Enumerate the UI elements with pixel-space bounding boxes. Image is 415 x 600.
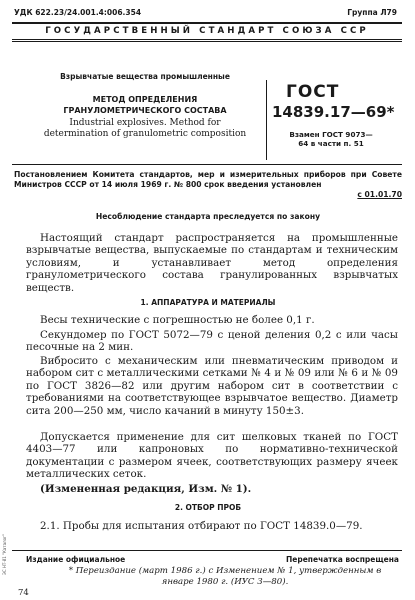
replaced-standard: Взамен ГОСТ 9073—64 в части п. 51: [289, 130, 373, 148]
page-number: 74: [18, 588, 29, 598]
section-1-heading: 1. АППАРАТУРА И МАТЕРИАЛЫ: [140, 298, 276, 307]
title-english: Industrial explosives. Method for determination of granulometric composition: [43, 118, 247, 139]
title-bottom-rule: [12, 164, 402, 165]
top-rule: [12, 22, 402, 24]
group-code: Группа Л79: [347, 8, 397, 17]
revision-note: (Измененная редакция, Изм. № 1).: [40, 483, 252, 495]
title-russian: МЕТОД ОПРЕДЕЛЕНИЯ ГРАНУЛОМЕТРИЧЕСКОГО СОСТАВА: [63, 95, 227, 115]
banner-rule-2: [12, 41, 402, 42]
footer-rule: [12, 550, 402, 551]
reprint-notice: Перепечатка воспрещена: [285, 555, 399, 564]
decree-text: [14, 170, 402, 200]
printer-stamp: ЭС НТ-81 "Каталог": [2, 534, 7, 575]
category-label: Взрывчатые вещества промышленные: [60, 72, 230, 81]
section-1-para-4: Допускается применение для сит шелковых тканей по ГОСТ 4403—77 или капроновых по нормативно-технической документации с размером ячеек, соответствующих размеру ячеек металлических сеток.: [26, 431, 398, 481]
section-1-para-1: Весы технические с погрешностью не более 0,1 г.: [40, 314, 315, 326]
gost-label: ГОСТ: [286, 82, 340, 102]
decree-date: с 01.01.70: [357, 190, 402, 199]
law-notice: Несоблюдение стандарта преследуется по закону: [95, 212, 321, 221]
section-1-para-2: Секундомер по ГОСТ 5072—79 с ценой деления 0,2 с или часы песочные на 2 мин.: [26, 329, 398, 354]
edition-label: Издание официальное: [26, 555, 126, 564]
udk-code: УДК 622.23/24.001.4:006.354: [14, 8, 142, 17]
decree-body: Постановлением Комитета стандартов, мер и измерительных приборов при Совете Министров СССР от 14 июля 1969 г. № 800 срок введения установлен: [14, 170, 402, 189]
section-1-para-3: Вибросито с механическим или пневматическим приводом и набором сит с металлическими сетками № 4 и № 09 или № 6 и № 09 по ГОСТ 3826—82 или другим набором сит в соответствии с требованиями на соответствующее взрывчатое вещество. Диаметр сита 200—250 мм, число качаний в минуту 150±3.: [26, 355, 398, 417]
standard-banner: ГОСУДАРСТВЕННЫЙ СТАНДАРТ СОЮЗА ССР: [45, 26, 369, 36]
intro-paragraph: Настоящий стандарт распространяется на промышленные взрывчатые вещества, выпускаемые по стандартам и техническим условиям, и устанавливает метод определения гранулометрического состава гранулированных взрывчатых веществ.: [26, 232, 398, 294]
title-divider: [266, 80, 267, 160]
gost-number: 14839.17—69*: [272, 103, 395, 121]
section-2-para-1: 2.1. Пробы для испытания отбирают по ГОСТ 14839.0—79.: [40, 520, 363, 532]
reprint-footnote: * Переиздание (март 1986 г.) с Изменением № 1, утвержденным в январе 1980 г. (ИУС 3—80).: [68, 566, 382, 587]
banner-rule: [12, 39, 402, 40]
section-2-heading: 2. ОТБОР ПРОБ: [174, 503, 242, 512]
